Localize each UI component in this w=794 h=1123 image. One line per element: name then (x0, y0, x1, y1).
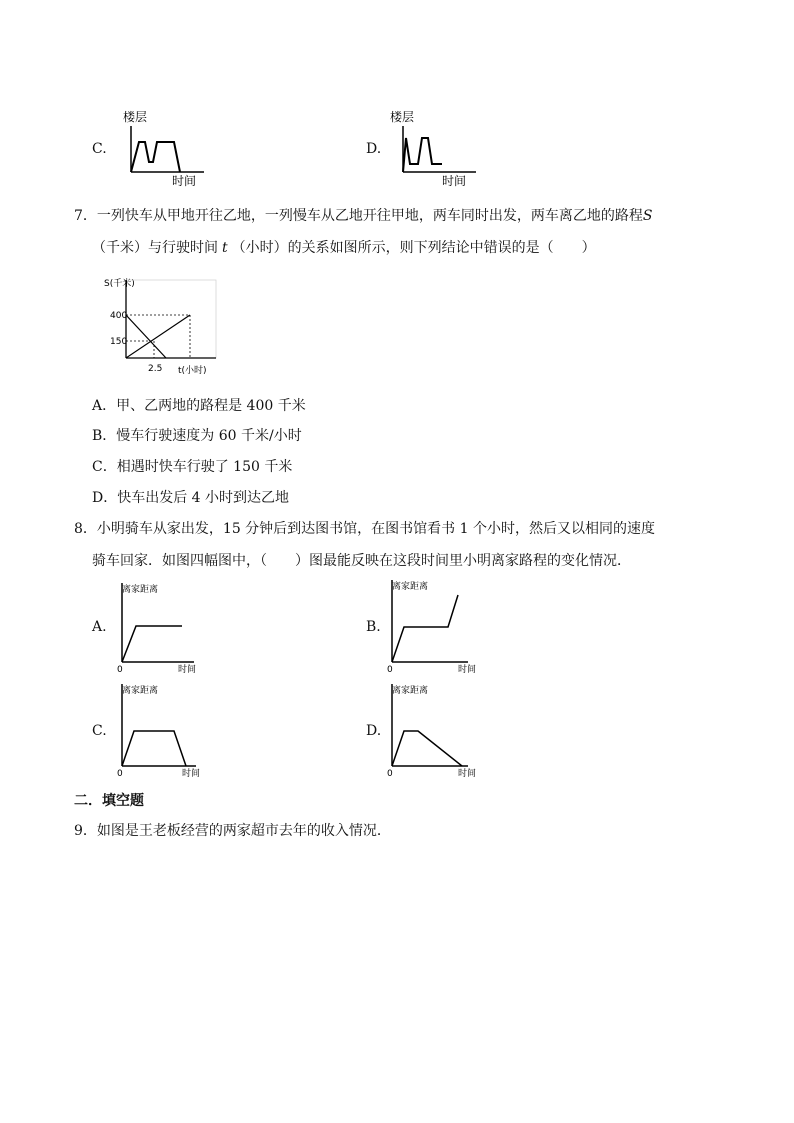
section-2-title: 二．填空题 (74, 793, 144, 809)
q6-c-xlabel: 时间 (172, 174, 197, 188)
q8-graph-b (384, 577, 484, 676)
q7-option-d: D．快车出发后 4 小时到达乙地 (92, 490, 290, 506)
q8-graph-a (114, 580, 214, 676)
q6-option-c-letter: C. (92, 141, 107, 157)
q7-xtick-2-5: 2.5 (148, 364, 163, 374)
q7-symbol-t: t (222, 240, 228, 256)
q8-option-b-letter: B. (366, 619, 381, 635)
q7-ytick-400: 400 (110, 311, 128, 321)
q8-graph-c (114, 681, 214, 780)
q6-option-d-graph (390, 104, 480, 188)
q8-option-c-letter: C. (92, 723, 107, 739)
q8-graph-d (384, 681, 484, 780)
q7-fast-train-line (126, 315, 166, 358)
q7-symbol-s: S (642, 208, 653, 224)
q7-option-b: B．慢车行驶速度为 60 千米/小时 (92, 428, 302, 444)
q7-option-c: C．相遇时快车行驶了 150 千米 (92, 459, 293, 475)
q7-slow-train-line (126, 315, 190, 358)
q7-chart-xlabel: t(小时) (178, 366, 207, 376)
q7-stem-line2: （千米）与行驶时间 t （小时）的关系如图所示，则下列结论中错误的是（ ） (92, 240, 596, 256)
q8-c-origin: 0 (117, 769, 123, 779)
q8-c-ylabel: 离家距离 (122, 686, 159, 696)
q8-b-origin: 0 (387, 665, 393, 675)
q8-option-d-letter: D. (366, 723, 382, 739)
q7-option-a: A．甲、乙两地的路程是 400 千米 (92, 398, 306, 414)
q6-option-d-letter: D. (366, 141, 382, 157)
q6-d-xlabel: 时间 (442, 174, 467, 188)
q8-d-xlabel: 时间 (458, 769, 477, 779)
q7-stem-line1: 7．一列快车从甲地开往乙地，一列慢车从乙地开往甲地，两车同时出发，两车离乙地的路程S (74, 208, 653, 224)
q7-chart (96, 268, 226, 380)
q8-c-xlabel: 时间 (182, 769, 201, 779)
q8-a-xlabel: 时间 (178, 665, 197, 675)
q8-b-ylabel: 离家距离 (392, 582, 429, 592)
q8-a-ylabel: 离家距离 (122, 585, 159, 595)
q8-b-xlabel: 时间 (458, 665, 477, 675)
q7-chart-ylabel: S(千米) (104, 279, 135, 289)
q7-ytick-150: 150 (110, 337, 128, 347)
q8-a-origin: 0 (117, 665, 123, 675)
q8-option-a-letter: A. (92, 619, 107, 635)
q8-d-origin: 0 (387, 769, 393, 779)
q6-option-c-graph (116, 104, 206, 188)
q6-c-ylabel: 楼层 (123, 110, 148, 124)
q6-d-ylabel: 楼层 (390, 110, 415, 124)
q9-stem: 9．如图是王老板经营的两家超市去年的收入情况． (74, 823, 391, 839)
q8-stem-line2: 骑车回家．如图四幅图中，（ ）图最能反映在这段时间里小明离家路程的变化情况． (92, 553, 631, 569)
q8-stem-line1: 8．小明骑车从家出发，15 分钟后到达图书馆，在图书馆看书 1 个小时，然后又以相同的速度 (74, 521, 655, 537)
q8-d-ylabel: 离家距离 (392, 686, 429, 696)
